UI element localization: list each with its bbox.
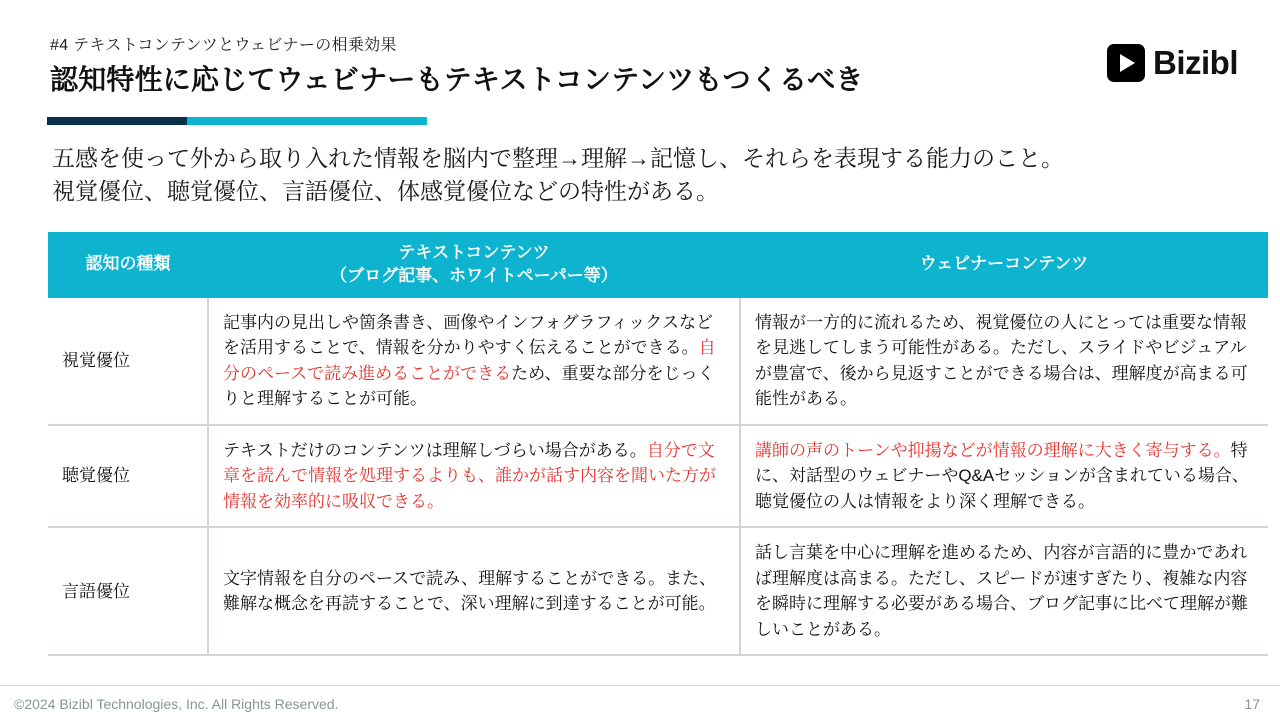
table-header: [48, 232, 1268, 298]
row-label-visual: 視覚優位: [48, 298, 208, 425]
body-text: 記事内の見出しや箇条書き、画像やインフォグラフィックスなどを活用することで、情報を分かりやすく伝えることができる。: [223, 312, 713, 358]
highlighted-text: 講師の声のトーンや抑揚などが情報の理解に大きく寄与する。: [755, 440, 1231, 460]
column-header-text-content: [208, 232, 740, 298]
cell-text-auditory: [208, 425, 740, 528]
page-number: 17: [1244, 696, 1260, 712]
cell-text-visual: [208, 298, 740, 425]
body-text: テキストだけのコンテンツは理解しづらい場合がある。: [223, 440, 647, 460]
highlighted-text: 自分で文章を読んで情報を処理するよりも、誰かが話す内容を聞いた方が情報を効率的に吸収できる。: [223, 440, 716, 511]
table-body: [48, 298, 1268, 656]
body-text: 特に、対話型のウェビナーやQ&Aセッションが含まれている場合、聴覚優位の人は情報をより深く理解できる。: [755, 440, 1249, 511]
table-row: [48, 527, 1268, 655]
cell-webinar-visual: [740, 298, 1268, 425]
lead-line-2: 視覚優位、聴覚優位、言語優位、体感覚優位などの特性がある。: [52, 177, 719, 204]
body-text: 話し言葉を中心に理解を進めるため、内容が言語的に豊かであれば理解度は高まる。ただし、スピードが速すぎたり、複雑な内容を瞬時に理解する必要がある場合、ブログ記事に比べて理解が難しいことがある。: [755, 543, 1248, 639]
body-text: 文字情報を自分のペースで読み、理解することができる。また、難解な概念を再読することで、深い理解に到達することが可能。: [223, 568, 717, 614]
brand-logo: [1107, 44, 1238, 82]
table-header-row: [48, 232, 1268, 298]
lead-paragraph: [52, 142, 1232, 207]
row-label-verbal: 言語優位: [48, 527, 208, 655]
play-triangle-icon: [1107, 44, 1145, 82]
table-row: [48, 298, 1268, 425]
section-eyebrow: #4 テキストコンテンツとウェビナーの相乗効果: [50, 37, 397, 54]
footer-divider: [0, 685, 1280, 686]
comparison-table: [48, 232, 1268, 656]
column-header-kind: 認知の種類: [48, 232, 208, 298]
body-text: 情報が一方的に流れるため、視覚優位の人にとっては重要な情報を見逃してしまう可能性がある。ただし、スライドやビジュアルが豊富で、後から見返すことができる場合は、理解度が高まる可能性がある。: [755, 312, 1248, 409]
column-header-text-line1: テキストコンテンツ: [398, 243, 550, 262]
cell-webinar-verbal: [740, 527, 1268, 655]
brand-logo-text: Bizibl: [1153, 44, 1238, 81]
column-header-text-line2: （ブログ記事、ホワイトペーパー等）: [330, 265, 618, 285]
copyright-text: ©2024 Bizibl Technologies, Inc. All Rights Reserved.: [14, 696, 339, 712]
title-underline-dark: [47, 117, 187, 125]
row-label-auditory: 聴覚優位: [48, 425, 208, 528]
page-title: 認知特性に応じてウェビナーもテキストコンテンツもつくるべき: [50, 64, 864, 95]
cell-text-verbal: [208, 527, 740, 655]
body-text: ため、重要な部分をじっくりと理解することが可能。: [223, 363, 715, 409]
column-header-webinar-content: ウェビナーコンテンツ: [740, 232, 1268, 298]
lead-line-1: 五感を使って外から取り入れた情報を脳内で整理→理解→記憶し、それらを表現する能力のこと。: [52, 145, 1064, 171]
table-row: [48, 425, 1268, 528]
highlighted-text: 自分のペースで読み進めることができる: [223, 338, 716, 383]
cell-webinar-auditory: [740, 425, 1268, 528]
